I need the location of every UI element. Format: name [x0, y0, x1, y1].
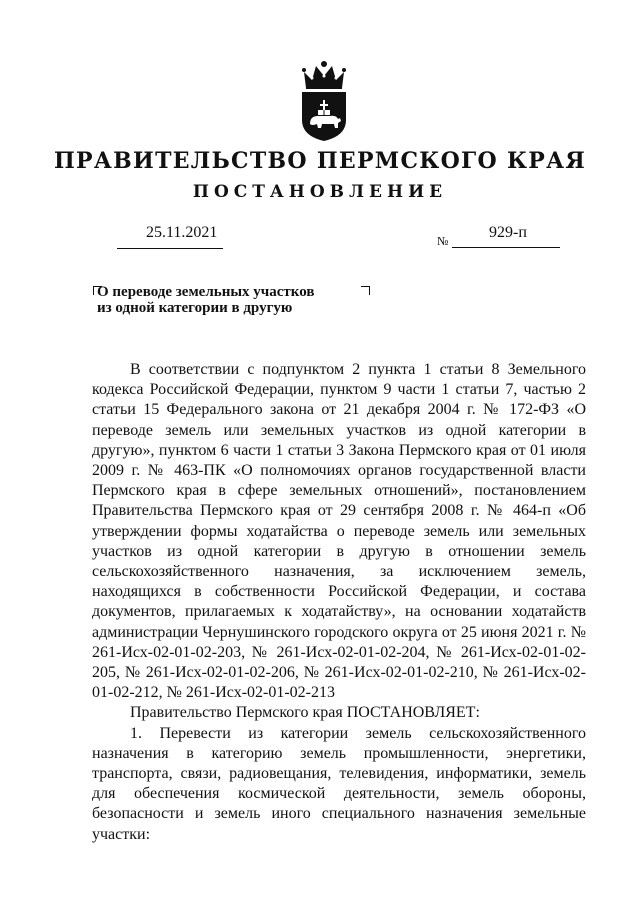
number-sign: № [437, 234, 449, 248]
body-paragraph-resolves: Правительство Пермского края ПОСТАНОВЛЯЕТ: [130, 704, 480, 722]
government-title: ПРАВИТЕЛЬСТВО ПЕРМСКОГО КРАЯ [53, 148, 587, 174]
body-paragraph-item-1: 1. Перевести из категории земель сельскохозяйственного назначения в категорию земель промышленности, энергетики, транспорта, связи, радиовещания, телевидения, информатики, земель для обеспечения космической деятельности, земель обороны, безопасности и земель иного специального назначения земельные участки: [92, 724, 586, 843]
body-paragraph-preamble: В соответствии с подпунктом 2 пункта 1 статьи 8 Земельного кодекса Российской Федерации, пунктом 9 части 1 статьи 7, частью 2 статьи 15 Федерального закона от 21 декабря 2004 г. № 172-ФЗ «О переводе земель или земельных участков из одной категории в другую», пунктом 6 части 1 статьи 3 Закона Пермского края от 01 июля 2009 г. № 463-ПК «О полномочиях органов государственной власти Пермского края в сфере земельных отношений», постановлением Правительства Пермского края от 29 сентября 2008 г. № 464-п «Об утверждении формы ходатайства о переводе земель или земельных участков из одной категории в другую в отношении земель сельскохозяйственного назначения, за исключением земель, находящихся в собственности Российской Федерации, и состава документов, прилагаемых к ходатайству», на основании ходатайств администрации Чернушинского городского округа от 25 июня 2021 г. № 261-Исх-02-01-02-203, № 261-Исх-02-01-02-204, № 261-Исх-02-01-02-205, № 261-Исх-02-01-02-206, № 261-Исх-02-01-02-210, № 261-Исх-02-01-02-212, № 261-Исх-02-01-02-213 [92, 361, 586, 702]
document-number: 929-п [489, 224, 527, 241]
coat-of-arms-icon [296, 58, 352, 142]
document-subject [97, 284, 397, 316]
subject-line-1: О переводе земельных участков [97, 284, 315, 300]
number-underline [452, 247, 560, 248]
document-date: 25.11.2021 [146, 224, 218, 241]
subject-line-2: из одной категории в другую [97, 300, 293, 316]
date-underline [117, 248, 223, 249]
document-type-title: ПОСТАНОВЛЕНИЕ [192, 182, 448, 202]
document-body [92, 360, 586, 845]
